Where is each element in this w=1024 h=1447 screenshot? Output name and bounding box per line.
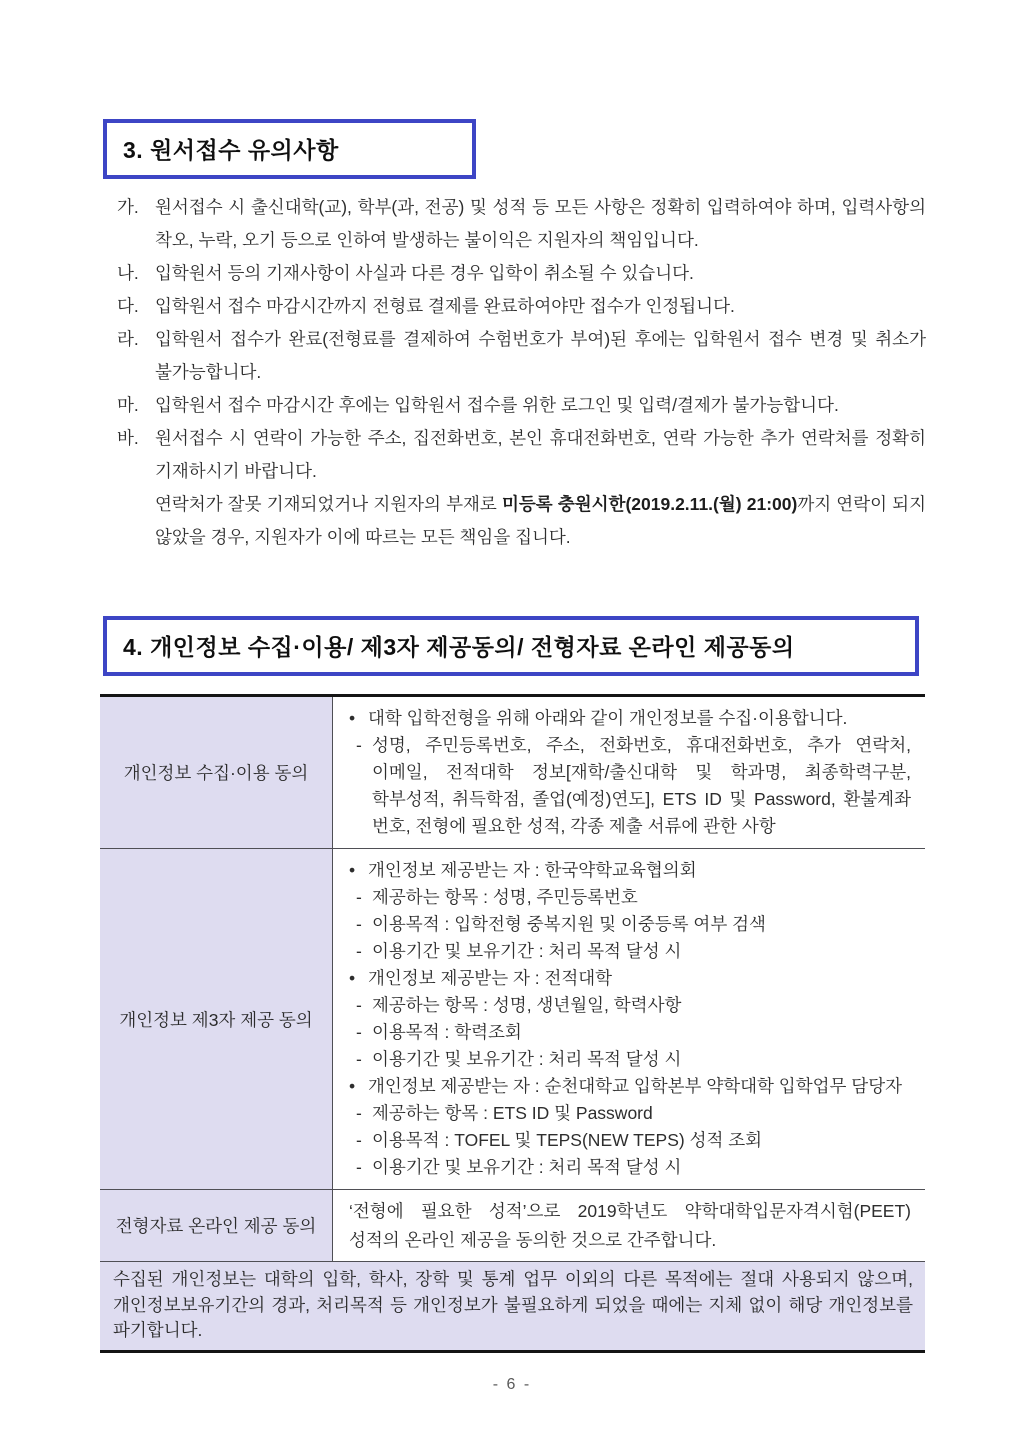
- item-paragraph: [155, 488, 926, 554]
- dash-marker: -: [356, 914, 362, 934]
- bullet-marker: •: [349, 1076, 356, 1096]
- table-footnote: 수집된 개인정보는 대학의 입학, 학사, 장학 및 통계 업무 이외의 다른 목적에는 절대 사용되지 않으며, 개인정보보유기간의 경과, 처리목적 등 개인정보가 불필요하게 되었을 때에는 지체 없이 해당 개인정보를 파기합니다.: [100, 1262, 925, 1350]
- item-text: 입학원서 접수 마감시간까지 전형료 결제를 완료하여야만 접수가 인정됩니다.: [155, 296, 735, 316]
- dash-line: [349, 1127, 911, 1154]
- dash-line: [349, 992, 911, 1019]
- dash-line: [349, 884, 911, 911]
- page-number: - 6 -: [492, 1376, 532, 1393]
- line-text: ‘전형에 필요한 성적’으로 2019학년도 약학대학입문자격시험(PEET) 성적의 온라인 제공을 동의한 것으로 간주합니다.: [349, 1201, 911, 1250]
- row-content-cell: [333, 849, 925, 1189]
- dash-line: [349, 1154, 911, 1181]
- item-text: [155, 422, 926, 554]
- line-text: 이용기간 및 보유기간 : 처리 목적 달성 시: [372, 1049, 682, 1069]
- bullet-marker: •: [349, 708, 356, 728]
- dash-marker: -: [356, 1130, 362, 1150]
- item-text: 입학원서 등의 기재사항이 사실과 다른 경우 입학이 취소될 수 있습니다.: [155, 263, 694, 283]
- text-run: 까지 연락이 되지 않았을 경우, 지원자가 이에 따르는 모든 책임을 집니다.: [155, 494, 926, 547]
- item-label: 바.: [117, 428, 139, 448]
- item-text: 원서접수 시 출신대학(교), 학부(과, 전공) 및 성적 등 모든 사항은 정확히 입력하여야 하며, 입력사항의 착오, 누락, 오기 등으로 인하여 발생하는 불이익은 지원자의 책임입니다.: [155, 197, 926, 250]
- item-label: 가.: [117, 197, 139, 217]
- section3-notice-list: [117, 191, 926, 554]
- list-item: [117, 422, 926, 554]
- line-text: 이용기간 및 보유기간 : 처리 목적 달성 시: [372, 1157, 682, 1177]
- dash-marker: -: [356, 1157, 362, 1177]
- line-text: 이용목적 : 입학전형 중복지원 및 이중등록 여부 검색: [372, 914, 766, 934]
- item-label: 마.: [117, 395, 139, 415]
- dash-line: [349, 938, 911, 965]
- bullet-line: [349, 965, 911, 992]
- dash-marker: -: [356, 1103, 362, 1123]
- row-header-cell: 개인정보 수집·이용 동의: [100, 697, 333, 848]
- section3-title-box: [103, 119, 476, 179]
- row-header-cell: 전형자료 온라인 제공 동의: [100, 1190, 333, 1261]
- table-row: [100, 849, 925, 1190]
- line-text: 제공하는 항목 : ETS ID 및 Password: [372, 1103, 653, 1123]
- bullet-line: [349, 857, 911, 884]
- dash-marker: -: [356, 735, 362, 755]
- list-item: [117, 191, 926, 257]
- line-text: 개인정보 제공받는 자 : 전적대학: [368, 968, 613, 988]
- dash-line: [349, 1100, 911, 1127]
- row-header-cell: 개인정보 제3자 제공 동의: [100, 849, 333, 1189]
- section3-title: 3. 원서접수 유의사항: [123, 137, 339, 163]
- item-label: 나.: [117, 263, 139, 283]
- list-item: [117, 290, 926, 323]
- bullet-line: [349, 1073, 911, 1100]
- item-text: 입학원서 접수가 완료(전형료를 결제하여 수험번호가 부여)된 후에는 입학원서 접수 변경 및 취소가 불가능합니다.: [155, 329, 926, 382]
- list-item: [117, 389, 926, 422]
- line-text: 이용목적 : TOFEL 및 TEPS(NEW TEPS) 성적 조회: [372, 1130, 763, 1150]
- dash-marker: -: [356, 1049, 362, 1069]
- dash-marker: -: [356, 887, 362, 907]
- bullet-line: [349, 705, 911, 732]
- list-item: [117, 323, 926, 389]
- line-text: 개인정보 제공받는 자 : 순천대학교 입학본부 약학대학 입학업무 담당자: [368, 1076, 903, 1096]
- item-label: 라.: [117, 329, 139, 349]
- row-content-cell: [333, 697, 925, 848]
- table-row: [100, 1190, 925, 1262]
- dash-line: [349, 911, 911, 938]
- bullet-marker: •: [349, 860, 356, 880]
- item-paragraph: 원서접수 시 연락이 가능한 주소, 집전화번호, 본인 휴대전화번호, 연락 가능한 추가 연락처를 정확히 기재하시기 바랍니다.: [155, 428, 926, 481]
- line-text: 이용목적 : 학력조회: [372, 1022, 522, 1042]
- item-text: 입학원서 접수 마감시간 후에는 입학원서 접수를 위한 로그인 및 입력/결제가 불가능합니다.: [155, 395, 839, 415]
- section4-title: 4. 개인정보 수집·이용/ 제3자 제공동의/ 전형자료 온라인 제공동의: [123, 634, 795, 660]
- line-text: 대학 입학전형을 위해 아래와 같이 개인정보를 수집·이용합니다.: [368, 708, 848, 728]
- deadline-bold-text: 미등록 충원시한(2019.2.11.(월) 21:00): [501, 494, 798, 514]
- bullet-marker: •: [349, 968, 356, 988]
- line-text: 개인정보 제공받는 자 : 한국약학교육협의회: [368, 860, 697, 880]
- line-text: 이용기간 및 보유기간 : 처리 목적 달성 시: [372, 941, 682, 961]
- line-text: 제공하는 항목 : 성명, 생년월일, 학력사항: [372, 995, 682, 1015]
- list-item: [117, 257, 926, 290]
- line-text: 성명, 주민등록번호, 주소, 전화번호, 휴대전화번호, 추가 연락처, 이메일, 전적대학 정보[재학/출신대학 및 학과명, 최종학력구분, 학부성적, 취득학점, 졸업(예정)연도], ETS ID 및 Password, 환불계좌 번호, 전형에 필요한 성적, 각종 제출 서류에 관한 사항: [372, 735, 911, 836]
- dash-line: [349, 1046, 911, 1073]
- dash-marker: -: [356, 995, 362, 1015]
- text-run: 연락처가 잘못 기재되었거나 지원자의 부재로: [155, 494, 502, 514]
- dash-line: [349, 1019, 911, 1046]
- dash-marker: -: [356, 941, 362, 961]
- line-text: 제공하는 항목 : 성명, 주민등록번호: [372, 887, 638, 907]
- row-content-cell: [333, 1190, 925, 1261]
- dash-line: [349, 732, 911, 840]
- dash-marker: -: [356, 1022, 362, 1042]
- item-label: 다.: [117, 296, 139, 316]
- section4-title-box: [103, 616, 919, 676]
- consent-table: [100, 694, 925, 1353]
- table-row: [100, 697, 925, 849]
